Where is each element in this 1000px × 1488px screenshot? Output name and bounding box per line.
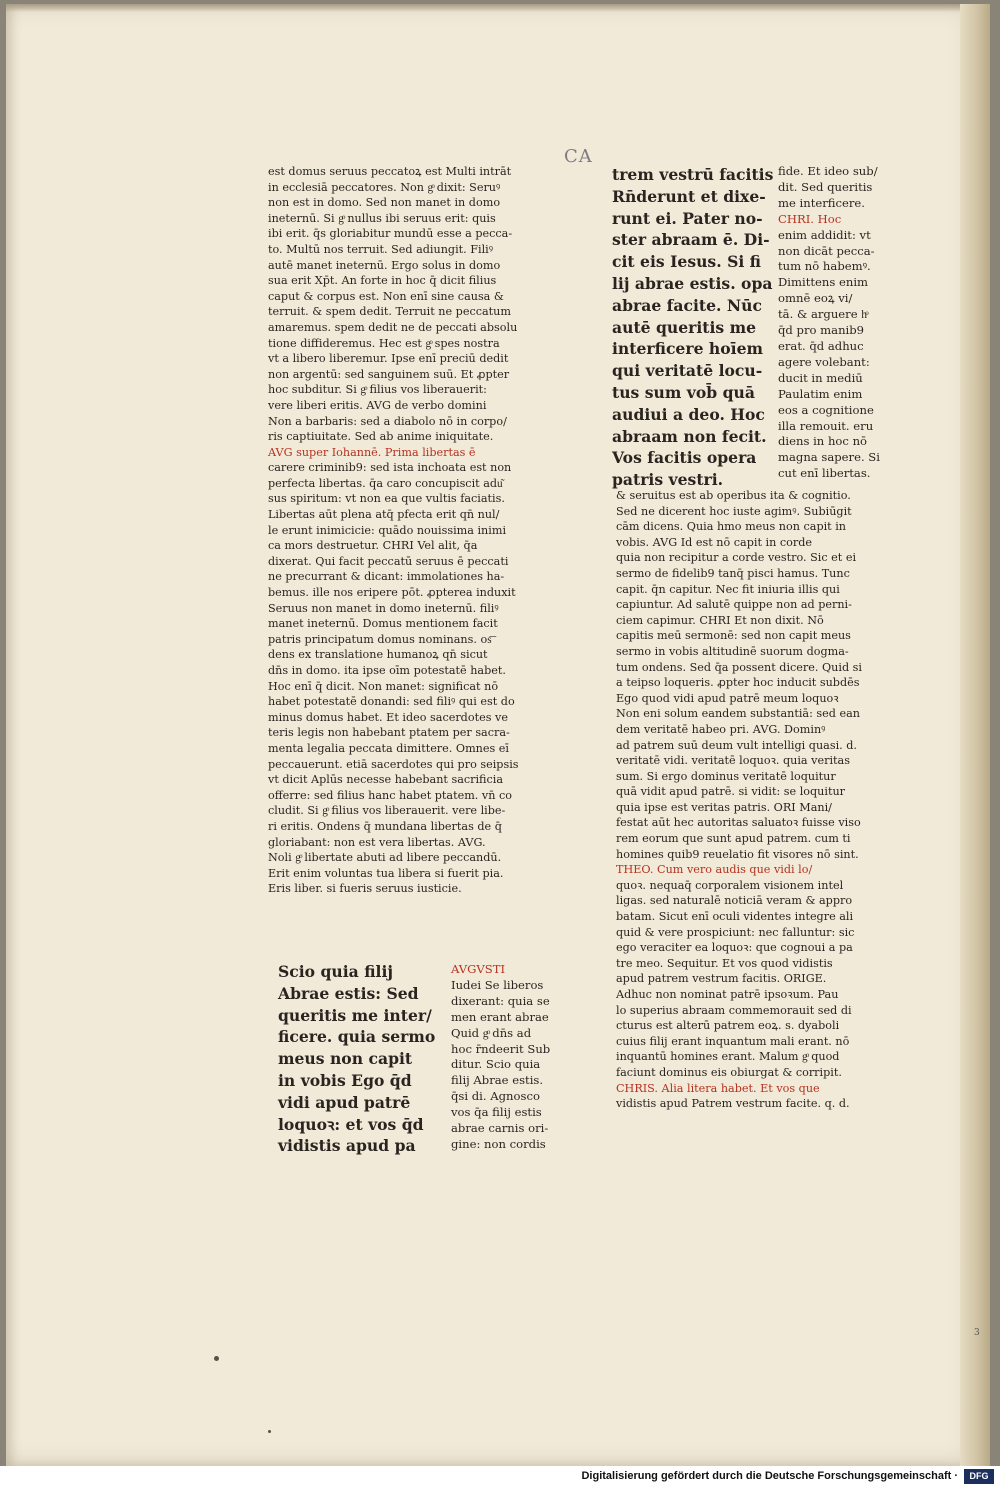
gloss-line: batam. Sicut enī oculi videntes integre ali [616, 910, 854, 924]
gloss-line: Non eni solum eandem substantiā: sed ean [616, 707, 860, 721]
ink-speck [268, 1430, 271, 1433]
gloss-line: patris principatum domus nominans. os͞ [268, 632, 492, 646]
gloss-line: sum. Si ergo dominus veritatē loquitur [616, 769, 836, 783]
gloss-line: tum ondens. Sed q̄a possent dicere. Quid si [616, 660, 862, 674]
scripture-line: abrae facite. Nūc [612, 295, 762, 315]
gloss-line: lo superius abraam commemorauit sed di [616, 1003, 852, 1017]
left-gloss-column [268, 164, 558, 897]
gloss-line: diens in hoc nō [778, 434, 868, 449]
gloss-line: minus domus habet. Et ideo sacerdotes ve [268, 710, 508, 724]
gloss-line: cturus est alterū patrem eoꝝ. s. dyaboli [616, 1019, 840, 1033]
gloss-line: inquantū homines erant. Malum gͦ quod [616, 1050, 840, 1064]
gloss-line: ca mors destruetur. CHRI Vel alit, q̄a [268, 539, 478, 553]
scripture-line: qui veritatē locu- [612, 361, 763, 381]
gloss-line: Seruus non manet in domo ineternū. filiꝰ [268, 601, 499, 615]
scripture-line: autē queritis me [612, 317, 757, 337]
scripture-line: in vobis Ego q̄d [278, 1070, 412, 1090]
gloss-line: filij Abrae estis. [451, 1073, 544, 1088]
gloss-line: cludit. Si gͦ filius vos liberauerit. vere libe- [268, 804, 506, 818]
gloss-line: habet potestatē donandi: sed filiꝰ qui est do [268, 695, 515, 709]
gloss-line: ne precurrant & dicant: immolationes ha- [268, 570, 505, 584]
gloss-line: dens ex translatione humanoꝝ qn̄ sicut [268, 648, 488, 662]
page-top-shadow [6, 4, 990, 12]
gloss-line: hoc r̄ndeerit Sub [451, 1041, 551, 1056]
gloss-line: gine: non cordis [451, 1136, 546, 1151]
scripture-line: Abrae estis: Sed [278, 983, 419, 1003]
gloss-line: vos q̄a filij estis [451, 1105, 542, 1120]
gloss-line: rem eorum que sunt apud patrem. cum ti [616, 832, 851, 846]
gloss-line: capitis meū sermonē: sed non capit meus [616, 629, 851, 643]
gloss-line: capiuntur. Ad salutē quippe non ad perni- [616, 598, 852, 612]
scripture-line: abraam non fecit. [612, 426, 767, 446]
book-page [6, 4, 990, 1466]
gloss-line: ris captiuitate. Sed ab anime iniquitate. [268, 430, 494, 444]
gloss-line: non est in domo. Sed non manet in domo [268, 196, 501, 210]
gloss-line: & seruitus est ab operibus ita & cognitio. [616, 489, 851, 502]
gloss-line: erat. q̄d adhuc [778, 338, 864, 353]
header-mark: CA [564, 146, 593, 167]
scripture-line: ficere. quia sermo [278, 1027, 436, 1047]
gloss-line: quia ipse est veritas patris. ORI Mani/ [616, 800, 832, 814]
scripture-line: interficere hoīem [612, 339, 764, 359]
scripture-line: Rn̄derunt et dixe- [612, 186, 766, 206]
gloss-line: peccauerunt. etiā sacerdotes qui pro seipsis [268, 757, 519, 771]
gloss-line: non dicāt pecca- [778, 243, 875, 258]
gloss-line: ineternū. Si gͦ nullus ibi seruus erit: quis [268, 211, 496, 225]
scripture-line: trem vestrū facitis [612, 165, 774, 184]
gloss-line: offerre: sed filius hanc habet ptatem. vn̄ co [268, 788, 513, 802]
scripture-line: patris vestri. [612, 470, 724, 490]
gloss-line: Erit enim voluntas tua libera si fuerit pia. [268, 866, 504, 880]
scripture-line: vidi apud patrē [278, 1092, 411, 1112]
ink-speck [214, 1356, 219, 1361]
scripture-line: Vos facitis opera [612, 448, 757, 468]
gloss-line: sermo de fidelib9 tanq̄ pisci hamus. Tunc [616, 566, 850, 580]
gloss-line: Ego quod vidi apud patrē meum loquoꝛ [616, 691, 839, 705]
gloss-line: eos a cognitione [778, 402, 874, 417]
gloss-line: q̄si di. Agnosco [451, 1089, 540, 1104]
gloss-line: AVG super Iohannē. Prima libertas ē [268, 445, 476, 459]
gloss-line: abrae carnis ori- [451, 1121, 549, 1136]
gloss-line: non argentū: sed sanguinem suū. Et ꝓpter [268, 367, 510, 381]
right-gloss-column [616, 488, 916, 1112]
scripture-line: vidistis apud pa [278, 1136, 416, 1156]
right-scripture [612, 164, 772, 491]
gloss-line: dixerat. Qui facit peccatū seruus ē peccati [268, 554, 509, 568]
gloss-line: Eris liber. si fueris seruus iusticie. [268, 882, 462, 896]
gloss-line: ligas. sed naturalē noticiā veram & appro [616, 894, 853, 908]
gloss-line: men erant abrae [451, 1009, 549, 1024]
scripture-line: runt ei. Pater no- [612, 208, 763, 228]
gloss-line: bemus. ille nos eripere pōt. ꝓpterea induxit [268, 586, 516, 600]
scripture-line: queritis me inter/ [278, 1005, 432, 1025]
scripture-line: cit eis Iesus. Si fi [612, 252, 762, 272]
gloss-line: illa remouit. eru [778, 418, 874, 433]
gloss-line: to. Multū nos terruit. Sed adiungit. Filiꝰ [268, 242, 494, 256]
gloss-line: quā vidit apud patrē. si vidit: se loquitur [616, 785, 846, 799]
gloss-line: Hoc enī q̄ dicit. Non manet: significat nō [268, 679, 499, 693]
left-bottom-scripture [278, 961, 438, 1157]
gloss-line: a teipso loqueris. ꝓpter hoc inducit subdēs [616, 676, 860, 690]
gloss-line: Quid gͦ dn̄s ad [451, 1025, 532, 1040]
gloss-line: manet ineternū. Domus mentionem facit [268, 617, 498, 631]
scripture-line: Scio quia filij [278, 962, 394, 981]
gloss-line: Paulatim enim [778, 386, 863, 401]
gloss-line: dit. Sed queritis [778, 179, 873, 194]
gloss-line: tum nō habemꝰ. [778, 259, 871, 274]
gloss-line: Sed ne dicerent hoc iuste agimꝰ. Subiūgit [616, 504, 852, 518]
gloss-line: ducit in mediū [778, 370, 863, 385]
gloss-line: carere criminib9: sed ista inchoata est non [268, 461, 512, 475]
gloss-line: ciem capimur. CHRI Et non dixit. Nō [616, 613, 824, 627]
gloss-line: le erunt inimicicie: quādo nouissima inimi [268, 523, 507, 537]
page-number: 3 [974, 1328, 980, 1338]
gloss-line: Non a barbaris: sed a diabolo nō in corpo/ [268, 414, 507, 428]
footer-bar [0, 1466, 1000, 1488]
gloss-line: hoc subditur. Si gͦ filius vos liberauerit: [268, 383, 487, 397]
gloss-line: vere liberi eritis. AVG de verbo domini [268, 398, 487, 412]
gloss-line: autē manet ineternū. Ergo solus in domo [268, 258, 501, 272]
gloss-line: tā. & arguere hͦ [778, 307, 868, 322]
gloss-line: apud patrem vestrum facitis. ORIGE. [616, 972, 827, 986]
scripture-line: audiui a deo. Hoc [612, 404, 765, 424]
gloss-line: omnē eoꝝ vi/ [778, 291, 853, 306]
gloss-line: gloriabant: non est vera libertas. AVG. [268, 835, 486, 849]
gloss-line: capit. q̄n capitur. Nec fit iniuria illis qui [616, 582, 840, 596]
gloss-line: vobis. AVG Id est nō capit in corde [616, 535, 812, 549]
gloss-line: THEO. Cum vero audis que vidi lo/ [616, 863, 813, 877]
gloss-line: me interficere. [778, 195, 865, 210]
gloss-line: perfecta libertas. q̄a caro concupiscit adu͂ [268, 476, 503, 490]
gloss-line: quid & vere prospiciunt: nec falluntur: sic [616, 925, 855, 939]
gloss-line: dn̄s in domo. ita ipse oīm potestatē habet. [268, 664, 506, 677]
gloss-line: est domus seruus peccatoꝝ est Multi intrāt [268, 165, 512, 178]
gloss-line: homines quib9 reuelatio fit visores nō sint. [616, 847, 859, 861]
gloss-line: caput & corpus est. Non enī sine causa & [268, 289, 504, 303]
gloss-line: quoꝛ. nequaq̄ corporalem visionem intel [616, 878, 844, 892]
gloss-line: Adhuc non nominat patrē ipsoꝛum. Pau [616, 988, 839, 1001]
gloss-line: tione diffideremus. Hec est gͦ spes nostra [268, 336, 500, 350]
scripture-line: ster abraam ē. Di- [612, 230, 770, 250]
gloss-line: cām dicens. Quia hmo meus non capit in [616, 520, 847, 534]
page-edge [960, 4, 990, 1466]
gloss-line: terruit. & spem dedit. Terruit ne peccatum [268, 305, 511, 319]
dfg-logo: DFG [964, 1469, 994, 1484]
gloss-line: AVGVSTI [451, 962, 506, 976]
gloss-line: sus spiritum: vt non ea que vultis faciatis. [268, 492, 505, 506]
gloss-line: agere volebant: [778, 354, 870, 369]
gloss-line: ibi erit. q̄s gloriabitur mundū esse a pecca- [268, 227, 513, 241]
gloss-line: q̄d pro manib9 [778, 323, 865, 338]
gloss-line: teris legis non habebant ptatem per sacra- [268, 726, 510, 740]
gloss-line: dem veritatē habeo pri. AVG. Dominꝰ [616, 722, 826, 736]
gloss-line: quia non recipitur a corde vestro. Sic et ei [616, 551, 857, 565]
gloss-line: Dimittens enim [778, 275, 869, 290]
gloss-line: Libertas aūt plena atq̄ pfecta erit qn̄ nul/ [268, 508, 500, 522]
gloss-line: cuius filij erant inquantum mali erant. nō [616, 1034, 850, 1048]
gloss-line: faciunt dominus eis obiurgat & corripit. [616, 1065, 842, 1079]
scripture-line: tus sum vob̄ quā [612, 382, 755, 402]
gloss-line: in ecclesiā peccatores. Non gͦ dixit: Seruꝰ [268, 180, 501, 194]
gloss-line: veritatē vidi. veritatē loquoꝛ. quia veritas [616, 754, 850, 768]
gloss-line: dixerant: quia se [451, 993, 550, 1008]
gloss-line: menta legalia peccata dimittere. Omnes eī [268, 741, 509, 755]
gloss-line: CHRI. Hoc [778, 211, 842, 226]
gloss-line: fide. Et ideo sub/ [778, 164, 878, 178]
right-side-gloss [778, 164, 908, 482]
gloss-line: ditur. Scio quia [451, 1057, 541, 1072]
gloss-line: festat aūt hec autoritas saluatoꝛ fuisse viso [616, 816, 861, 830]
gloss-line: sermo in vobis altitudinē suorum dogma- [616, 644, 849, 658]
left-bottom-gloss [451, 962, 571, 1153]
scripture-line: meus non capit [278, 1049, 413, 1069]
gloss-line: vt a libero liberemur. Ipse enī preciū dedit [268, 352, 509, 366]
scripture-line: lij abrae estis. opa [612, 273, 773, 293]
gloss-line: cut enī libertas. [778, 466, 871, 481]
gloss-line: enim addidit: vt [778, 227, 871, 242]
gloss-line: tre meo. Sequitur. Et vos quod vidistis [616, 956, 833, 970]
footer-credit: Digitalisierung gefördert durch die Deutsche Forschungsgemeinschaft · [581, 1470, 958, 1482]
gloss-line: Noli gͦ libertate abuti ad libere peccandū. [268, 851, 502, 865]
gloss-line: magna sapere. Si [778, 450, 880, 465]
gloss-line: ad patrem suū deum vult intelligi quasi. d. [616, 738, 857, 752]
gloss-line: CHRIS. Alia litera habet. Et vos que [616, 1081, 820, 1095]
gloss-line: ri eritis. Ondens q̄ mundana libertas de q̄ [268, 819, 502, 833]
gloss-line: amaremus. spem dedit ne de peccati absolu [268, 320, 518, 334]
gloss-line: vt dicit Aplūs necesse habebant sacrificia [268, 773, 504, 787]
gloss-line: ego veraciter ea loquoꝛ: que cognoui a pa [616, 941, 853, 955]
gloss-line: Iudei Se liberos [451, 977, 544, 992]
gloss-line: sua erit Xp̄t. An forte in hoc q̄ dicit filius [268, 274, 497, 288]
gloss-line: vidistis apud Patrem vestrum facite. q. d. [616, 1097, 850, 1111]
scripture-line: loquoꝛ: et vos q̄d [278, 1114, 424, 1134]
